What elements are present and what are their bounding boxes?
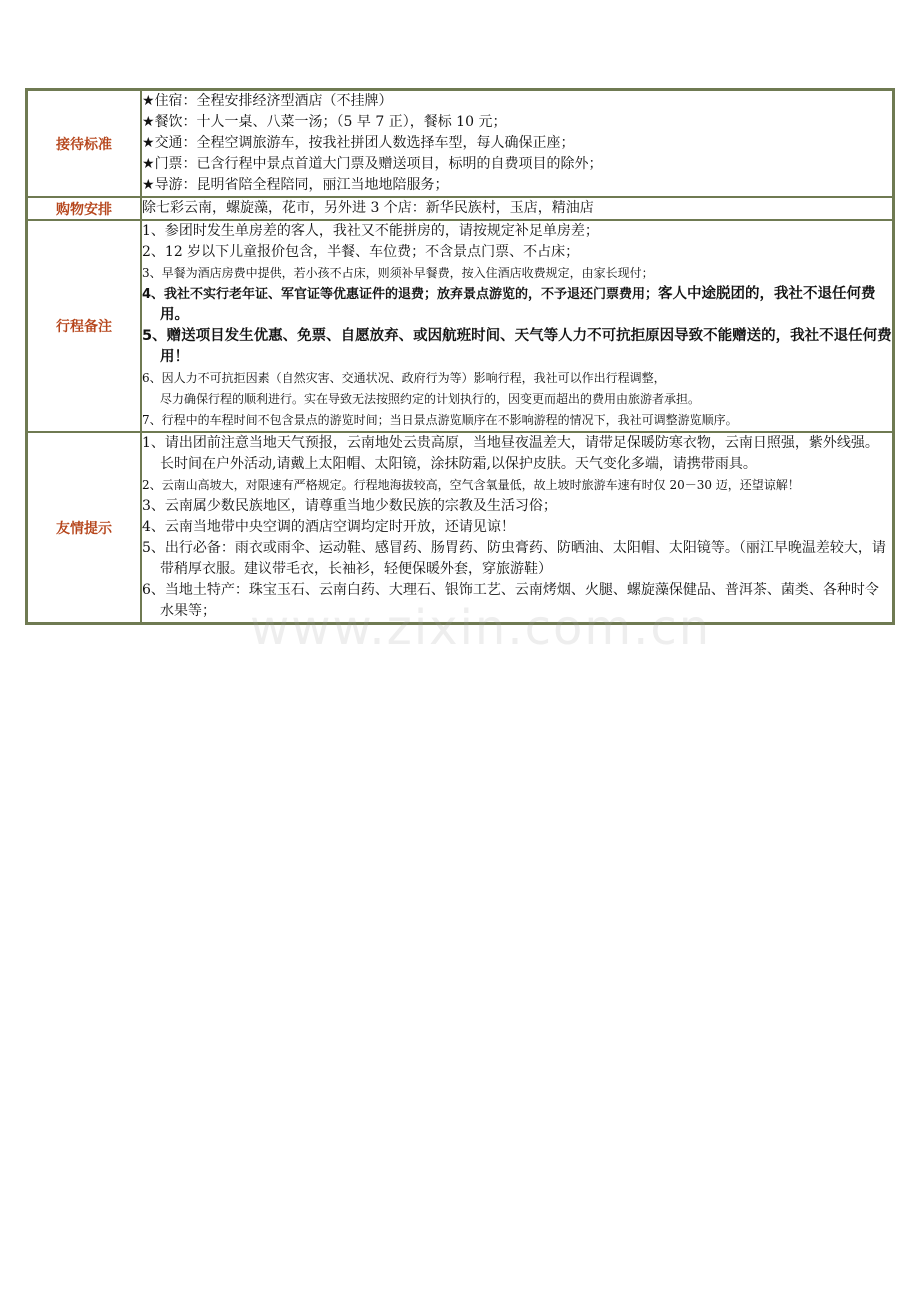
note-item: 7、行程中的车程时间不包含景点的游览时间；当日景点游览顺序在不影响游程的情况下，我社可调整游览顺序。 <box>142 413 738 427</box>
reception-line: ★门票：已含行程中景点首道大门票及赠送项目，标明的自费项目的除外； <box>142 156 603 172</box>
content-tips <box>141 432 893 623</box>
note-item: 尽力确保行程的顺利进行。实在导致无法按照约定的计划执行的，因变更而超出的费用由旅游者承担。 <box>160 392 701 406</box>
label-tips: 友情提示 <box>27 432 141 623</box>
note-item: 2、12 岁以下儿童报价包含，半餐、车位费；不含景点门票、不占床； <box>142 244 580 260</box>
reception-line: ★餐饮：十人一桌、八菜一汤；（5 早 7 正），餐标 10 元； <box>142 114 507 130</box>
note-item: 3、早餐为酒店房费中提供，若小孩不占床，则须补早餐费，按入住酒店收费规定，由家长现付； <box>142 266 654 280</box>
note-item: 1、参团时发生单房差的客人，我社又不能拼房的，请按规定补足单房差； <box>142 223 599 239</box>
row-tips <box>27 432 893 623</box>
row-reception <box>27 90 893 197</box>
star-icon: ★ <box>142 93 155 109</box>
tip-item: 6、当地土特产：珠宝玉石、云南白药、大理石、银饰工艺、云南烤烟、火腿、螺旋藻保健品、普洱茶、菌类、各种时令水果等； <box>142 582 879 619</box>
reception-line: ★住宿：全程安排经济型酒店（不挂牌） <box>142 93 393 109</box>
label-notes: 行程备注 <box>27 220 141 432</box>
note-item-bold: 4、我社不实行老年证、军官证等优惠证件的退费；放弃景点游览的，不予退还门票费用；客人中途脱团的，我社不退任何费用。 <box>142 286 876 323</box>
note-item: 6、因人力不可抗拒因素（自然灾害、交通状况、政府行为等）影响行程，我社可以作出行程调整， <box>142 371 666 385</box>
tip-item: 2、云南山高坡大，对限速有严格规定。行程地海拔较高，空气含氧量低，故上坡时旅游车速有时仅 20－30 迈，还望谅解！ <box>142 478 800 492</box>
content-reception <box>141 90 893 197</box>
star-icon: ★ <box>142 135 155 151</box>
star-icon: ★ <box>142 177 155 193</box>
note-item-bold: 5、赠送项目发生优惠、免票、自愿放弃、或因航班时间、天气等人力不可抗拒原因导致不能赠送的，我社不退任何费用！ <box>142 328 892 365</box>
tip-item: 3、云南属少数民族地区，请尊重当地少数民族的宗教及生活习俗； <box>142 498 557 514</box>
star-icon: ★ <box>142 114 155 130</box>
itinerary-sheet <box>25 88 895 625</box>
watermark: www.zixin.com.cn <box>250 600 712 656</box>
tip-item: 4、云南当地带中央空调的酒店空调均定时开放，还请见谅！ <box>142 519 515 535</box>
reception-line: ★交通：全程空调旅游车，按我社拼团人数选择车型，每人确保正座； <box>142 135 575 151</box>
shopping-text: 除七彩云南，螺旋藻，花市，另外进 3 个店：新华民族村，玉店，精油店 <box>142 200 594 216</box>
row-shopping <box>27 197 893 220</box>
reception-line: ★导游：昆明省陪全程陪同，丽江当地地陪服务； <box>142 177 449 193</box>
label-reception: 接待标准 <box>27 90 141 197</box>
star-icon: ★ <box>142 156 155 172</box>
content-shopping <box>141 197 893 220</box>
label-shopping: 购物安排 <box>27 197 141 220</box>
tip-item: 1、请出团前注意当地天气预报，云南地处云贵高原，当地昼夜温差大，请带足保暖防寒衣物，云南日照强，紫外线强。长时间在户外活动,请戴上太阳帽、太阳镜，涂抹防霜,以保护皮肤。天气变化多端，请携带雨具。 <box>142 435 879 472</box>
content-notes <box>141 220 893 432</box>
tip-item: 5、出行必备：雨衣或雨伞、运动鞋、感冒药、肠胃药、防虫膏药、防晒油、太阳帽、太阳镜等。（丽江早晚温差较大，请带稍厚衣服。建议带毛衣，长袖衫，轻便保暖外套，穿旅游鞋） <box>142 540 886 577</box>
row-notes <box>27 220 893 432</box>
itinerary-table <box>25 88 895 625</box>
